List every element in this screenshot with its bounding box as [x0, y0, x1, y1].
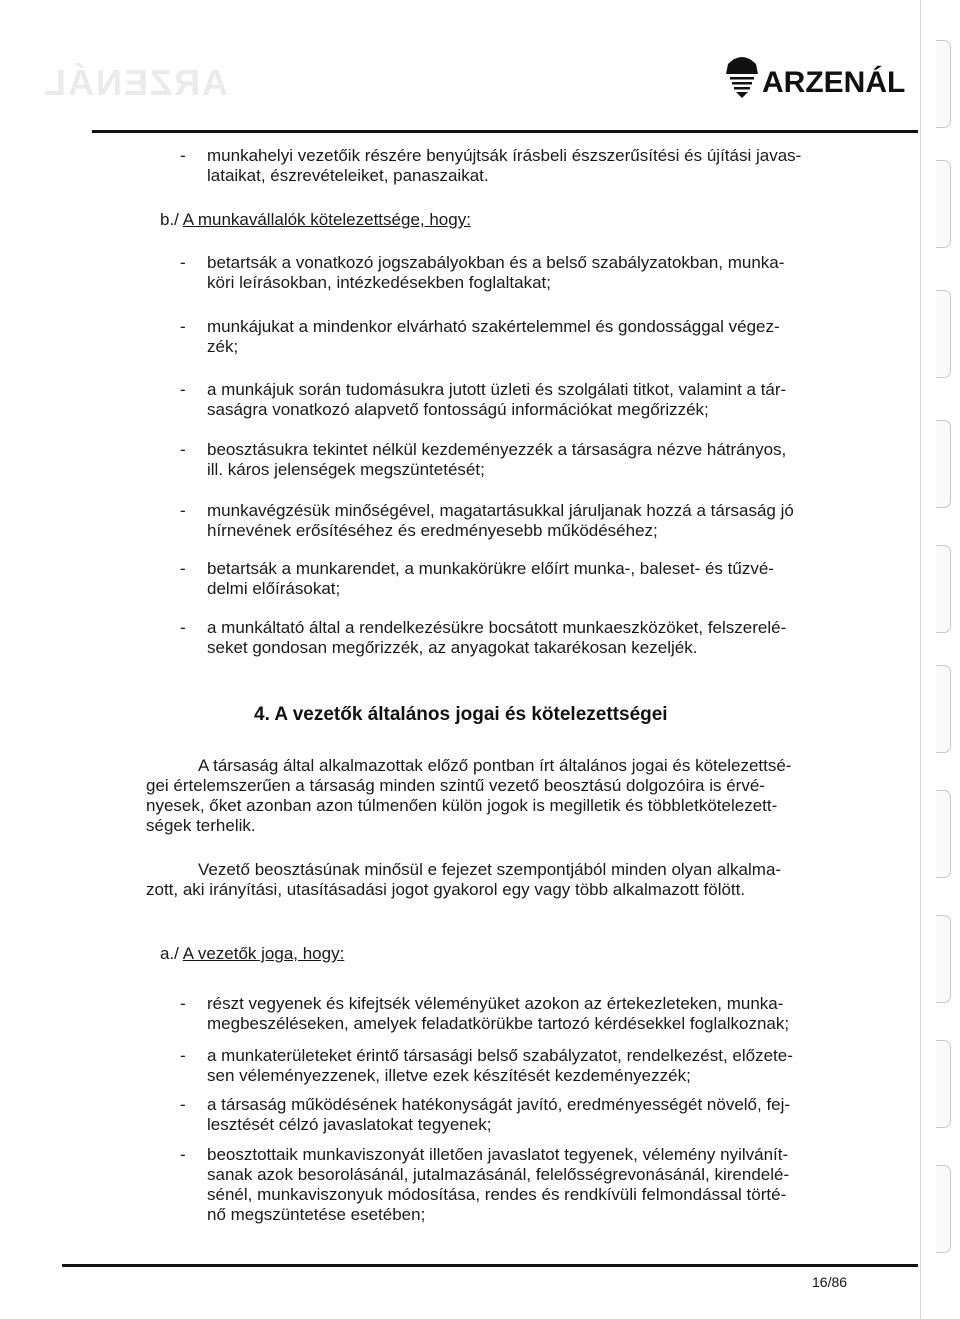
paragraph-text: A társaság által alkalmazottak előző pontban írt általános jogai és kötelezettsé- gei értelemszerűen a társaság minden szintű vezető beosztású dolgozóira is érvé- nyesek, őket azonban azon túlmenően külön jogok is megilletik és többletkötelezett- ségek terhelik. [146, 756, 792, 835]
binder-tab [936, 665, 951, 753]
list-item-text: munkájukat a mindenkor elvárható szakértelemmel és gondossággal végez- zék; [207, 317, 780, 356]
bullet-dash: - [180, 559, 186, 578]
header-rule [92, 130, 918, 133]
bullet-dash: - [180, 501, 186, 520]
list-item-text: betartsák a munkarendet, a munkakörükre előírt munka-, baleset- és tűzvé- delmi előírásokat; [207, 559, 774, 598]
binder-tabs [914, 0, 960, 1319]
list-item-text: a társaság működésének hatékonyságát javító, eredményességét növelő, fej- lesztését célzó javaslatokat tegyenek; [207, 1095, 791, 1134]
footer-rule [62, 1264, 918, 1267]
list-item-text: a munkaterületeket érintő társasági belső szabályzatot, rendelkezést, előzete- sen véleményezzenek, illetve ezek készítését kezdeményezzék; [207, 1046, 793, 1085]
section-heading: 4. A vezetők általános jogai és kötelezettségei [254, 704, 668, 725]
binder-tab [936, 290, 951, 378]
list-item-text: a munkájuk során tudomásukra jutott üzleti és szolgálati titkot, valamint a tár- saságra vonatkozó alapvető fontosságú információkat megőrizzék; [207, 380, 787, 419]
section-label-prefix: b./ [160, 210, 179, 229]
binder-tab [936, 420, 951, 508]
bullet-dash: - [180, 317, 186, 336]
binder-tab [936, 790, 951, 878]
list-item-text: munkahelyi vezetőik részére benyújtsák írásbeli észszerűsítési és újítási javas- lataikat, észrevételeiket, panaszaikat. [207, 146, 802, 185]
section-label-b [160, 210, 471, 230]
list-item-text: részt vegyenek és kifejtsék véleményüket azokon az értekezleteken, munka- megbeszéléseken, amelyek feladatkörükbe tartozó kérdésekkel foglalkoznak; [207, 994, 790, 1033]
paragraph [146, 756, 864, 836]
binder-tab [936, 1165, 951, 1253]
section-label-a [160, 944, 344, 964]
binder-tab [936, 545, 951, 633]
list-item-text: betartsák a vonatkozó jogszabályokban és a belső szabályzatokban, munka- köri leírásokban, intézkedésekben foglaltakat; [207, 253, 785, 292]
page-number: 16/86 [812, 1274, 848, 1290]
bullet-dash: - [180, 440, 186, 459]
binder-tab [936, 1040, 951, 1128]
bullet-dash: - [180, 380, 186, 399]
paragraph-text: Vezető beosztásúnak minősül e fejezet szempontjából minden olyan alkalma- zott, aki irányítási, utasításadási jogot gyakorol egy vagy több alkalmazott fölött. [146, 860, 782, 899]
section-label-prefix: a./ [160, 944, 179, 963]
bullet-dash: - [180, 146, 186, 165]
bleed-through-logo: ARZENÁL [42, 62, 228, 103]
logo-mark-icon [722, 52, 764, 100]
bullet-dash: - [180, 1095, 186, 1114]
bullet-dash: - [180, 1046, 186, 1065]
paragraph [146, 860, 864, 900]
binder-tab [936, 915, 951, 1003]
list-item-text: beosztásukra tekintet nélkül kezdeményezzék a társaságra nézve hátrányos, ill. káros jelenségek megszüntetését; [207, 440, 787, 479]
bullet-dash: - [180, 1145, 186, 1164]
binder-tab [936, 160, 951, 248]
bullet-dash: - [180, 618, 186, 637]
binder-tab [936, 40, 951, 128]
bullet-dash: - [180, 994, 186, 1013]
bullet-dash: - [180, 253, 186, 272]
list-item-text: a munkáltató által a rendelkezésükre bocsátott munkaeszközöket, felszerelé- seket gondosan megőrizzék, az anyagokat takarékosan kezeljék. [207, 618, 787, 657]
section-label-text: A vezetők joga, hogy: [182, 944, 345, 963]
list-item-text: beosztottaik munkaviszonyát illetően javaslatot tegyenek, vélemény nyilvánít- sanak azok besorolásánál, jutalmazásánál, felelősségrevonásánál, kirendelé- sénél, munkaviszonyuk módosítása, rendes és rendkívüli felmondással törté- nő megszüntetése esetében; [207, 1145, 790, 1224]
company-logo [722, 52, 922, 102]
binder-edge [920, 0, 921, 1319]
section-label-text: A munkavállalók kötelezettsége, hogy: [182, 210, 471, 229]
list-item-text: munkavégzésük minőségével, magatartásukkal járuljanak hozzá a társaság jó hírnevének erősítéséhez és eredményesebb működéséhez; [207, 501, 794, 540]
logo-wordmark: ARZENÁL [762, 66, 906, 99]
